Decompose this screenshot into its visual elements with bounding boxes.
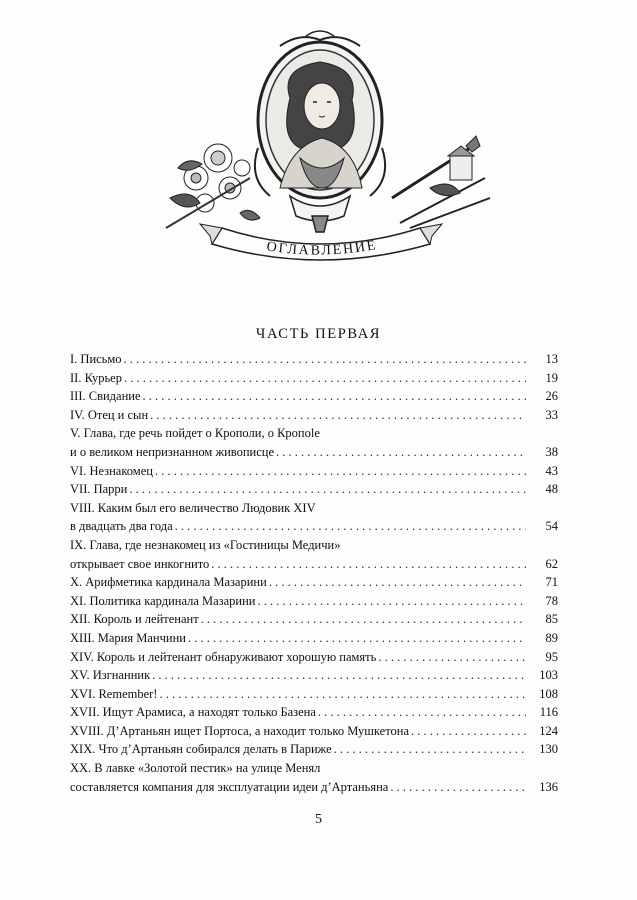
- toc-entry-title-line: V. Глава, где речь пойдет о Крополи, о Кропole: [70, 426, 320, 441]
- dot-leader: [378, 648, 526, 667]
- torch-and-lantern-decoration: [392, 136, 490, 228]
- toc-entry[interactable]: [70, 499, 558, 536]
- dot-leader: [276, 443, 526, 462]
- dot-leader: [390, 778, 526, 797]
- toc-entry[interactable]: [70, 406, 558, 425]
- dot-leader: [175, 517, 526, 536]
- toc-entry-page-number: 136: [539, 779, 558, 794]
- toc-entry-page-number: 89: [545, 630, 558, 645]
- toc-entry[interactable]: [70, 592, 558, 611]
- dot-leader: [334, 740, 526, 759]
- toc-entry[interactable]: [70, 424, 558, 461]
- toc-entry[interactable]: [70, 387, 558, 406]
- toc-entry-page-number: 85: [545, 612, 558, 627]
- toc-entry[interactable]: [70, 610, 558, 629]
- toc-entry-title: XVI. Remember!: [70, 686, 158, 701]
- dot-leader: [124, 369, 526, 388]
- toc-entry-page-number: 38: [545, 444, 558, 459]
- toc-entry-title: XIII. Мария Манчини: [70, 630, 186, 645]
- roses-decoration: [166, 144, 260, 228]
- toc-entry[interactable]: [70, 350, 558, 369]
- toc-entry-title: XIX. Что д’Артаньян собирался делать в Париже: [70, 742, 332, 757]
- toc-entry-title: открывает свое инкогнито: [70, 556, 210, 571]
- dot-leader: [124, 350, 526, 369]
- dot-leader: [143, 387, 526, 406]
- frame-pedestal: [290, 196, 350, 232]
- toc-entry-title: и о великом непризнанном живописце: [70, 444, 275, 459]
- toc-entry-title: III. Свидание: [70, 389, 141, 404]
- toc-entry[interactable]: [70, 740, 558, 759]
- toc-entry[interactable]: [70, 703, 558, 722]
- toc-entry-page-number: 116: [539, 705, 558, 720]
- lady-portrait: [280, 62, 362, 188]
- toc-entry[interactable]: [70, 648, 558, 667]
- toc-entry[interactable]: [70, 666, 558, 685]
- toc-entry-page-number: 95: [545, 649, 558, 664]
- toc-entry-title: XII. Король и лейтенант: [70, 612, 199, 627]
- toc-entry[interactable]: [70, 536, 558, 573]
- toc-entry-page-number: 26: [545, 389, 558, 404]
- page-number: 5: [315, 812, 322, 827]
- toc-entry-title: IV. Отец и сын: [70, 407, 149, 422]
- toc-entry-page-number: 19: [545, 370, 558, 385]
- table-of-contents: [70, 350, 558, 796]
- toc-entry-title: XV. Изгнанник: [70, 668, 151, 683]
- dot-leader: [257, 592, 526, 611]
- toc-entry-page-number: 78: [545, 593, 558, 608]
- toc-entry[interactable]: [70, 629, 558, 648]
- dot-leader: [411, 722, 526, 741]
- toc-entry-title: X. Арифметика кардинала Мазарини: [70, 575, 267, 590]
- toc-entry[interactable]: [70, 369, 558, 388]
- toc-entry-page-number: 108: [539, 686, 558, 701]
- toc-entry-page-number: 124: [539, 723, 558, 738]
- toc-entry-page-number: 13: [545, 352, 558, 366]
- toc-entry-title: XI. Политика кардинала Мазарини: [70, 593, 256, 608]
- toc-entry-title: XVII. Ищут Арамиса, а находят только Базена: [70, 705, 316, 720]
- toc-entry-title: I. Письмо: [70, 352, 122, 366]
- dot-leader: [129, 480, 526, 499]
- toc-entry[interactable]: [70, 573, 558, 592]
- dot-leader: [150, 406, 526, 425]
- dot-leader: [201, 610, 526, 629]
- toc-entry-page-number: 54: [545, 519, 558, 534]
- toc-entry[interactable]: [70, 722, 558, 741]
- toc-entry-title: II. Курьер: [70, 370, 122, 385]
- toc-entry-title-line: IX. Глава, где незнакомец из «Гостиницы Медичи»: [70, 537, 341, 552]
- toc-entry-page-number: 48: [545, 482, 558, 497]
- toc-entry[interactable]: [70, 759, 558, 796]
- toc-entry-page-number: 33: [545, 407, 558, 422]
- toc-entry[interactable]: [70, 462, 558, 481]
- toc-entry-page-number: 103: [539, 668, 558, 683]
- dot-leader: [159, 685, 526, 704]
- dot-leader: [211, 555, 526, 574]
- toc-entry-title: составляется компания для эксплуатации идеи д’Артаньяна: [70, 779, 389, 794]
- contents-heading: ОГЛАВЛЕНИЕ: [265, 237, 379, 259]
- toc-entry-title: VI. Незнакомец: [70, 463, 153, 478]
- portrait-vignette-illustration: [130, 28, 510, 268]
- toc-entry-title: XVIII. Д’Артаньян ищет Портоса, а находит только Мушкетона: [70, 723, 410, 738]
- toc-entry[interactable]: [70, 685, 558, 704]
- dot-leader: [155, 462, 526, 481]
- toc-entry-title: XIV. Король и лейтенант обнаруживают хорошую память: [70, 649, 377, 664]
- dot-leader: [152, 666, 526, 685]
- toc-entry-title: VII. Парри: [70, 482, 128, 497]
- toc-entry-title-line: XX. В лавке «Золотой пестик» на улице Менял: [70, 761, 321, 776]
- part-title: ЧАСТЬ ПЕРВАЯ: [255, 326, 382, 342]
- toc-entry-page-number: 62: [545, 556, 558, 571]
- dot-leader: [269, 573, 526, 592]
- toc-entry-page-number: 130: [539, 742, 558, 757]
- dot-leader: [318, 703, 526, 722]
- toc-entry-page-number: 43: [545, 463, 558, 478]
- toc-entry-title-line: VIII. Каким был его величество Людовик XIV: [70, 500, 316, 515]
- toc-entry-title: в двадцать два года: [70, 519, 173, 534]
- toc-entry-page-number: 71: [545, 575, 558, 590]
- dot-leader: [188, 629, 526, 648]
- toc-entry[interactable]: [70, 480, 558, 499]
